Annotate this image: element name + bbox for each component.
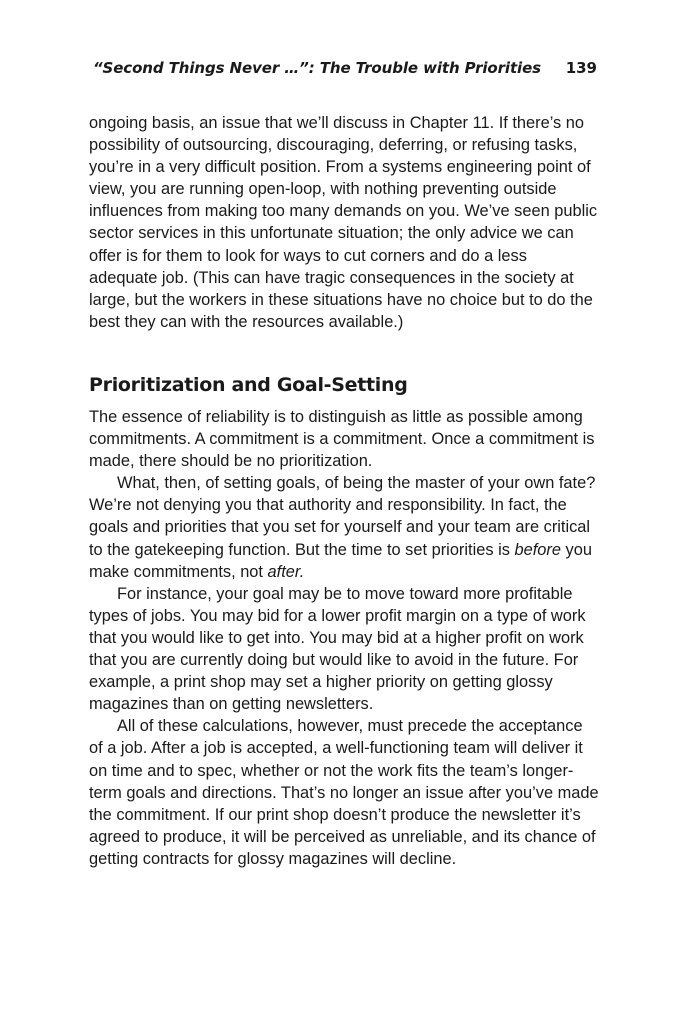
running-header xyxy=(89,56,599,80)
paragraph-4: All of these calculations, however, must precede the acceptance of a job. After a job is accepted, a well-functioning team will deliver it on time and to spec, whether or not the work fits the team’s longer-term goals and directions. That’s no longer an issue after you’ve made the commitment. If our print shop doesn’t produce the newsletter it’s agreed to produce, it will be perceived as unreliable, and its chance of getting contracts for glossy magazines will decline. xyxy=(89,717,599,868)
running-title: “Second Things Never …”: The Trouble with Priorities xyxy=(92,59,541,77)
page-number: 139 xyxy=(565,59,597,77)
paragraph-2-emphasis-after: after. xyxy=(267,562,305,581)
paragraph-2-start: What, then, of setting goals, of being the master of your own fate? We’re not denying you that authority and responsibility. In fact, the goals and priorities that you set for yourself and your team are critical to the gatekeeping function. But the time to set priorities is xyxy=(89,474,596,559)
paragraph-3: For instance, your goal may be to move toward more profitable types of jobs. You may bid for a lower profit margin on a type of work that you would like to get into. You may bid at a higher profit on work that you are currently doing but would like to avoid in the future. For example, a print shop may set a higher priority on getting glossy magazines than on getting newsletters. xyxy=(89,584,586,714)
section-text-block xyxy=(89,406,599,870)
paragraph-2 xyxy=(89,472,599,582)
intro-text-block xyxy=(89,112,599,333)
paragraph-2-middle: you make commitments, not xyxy=(89,540,592,581)
paragraph-2-emphasis-before: before xyxy=(514,540,561,559)
section-heading: Prioritization and Goal-Setting xyxy=(89,374,408,396)
paragraph-1: The essence of reliability is to distinguish as little as possible among commitments. A commitment is a commitment. Once a commitment is made, there should be no prioritization. xyxy=(89,408,595,471)
intro-paragraph: ongoing basis, an issue that we’ll discuss in Chapter 11. If there’s no possibility of outsourcing, discouraging, deferring, or refusing tasks, you’re in a very difficult position. From a systems engineering point of view, you are running open-loop, with nothing preventing outside influences from making too many demands on you. We’ve seen public sector services in this unfortunate situation; the only advice we can offer is for them to look for ways to cut corners and do a less adequate job. (This can have tragic consequences in the society at large, but the workers in these situations have no choice but to do the best they can with the resources available.) xyxy=(89,114,598,331)
